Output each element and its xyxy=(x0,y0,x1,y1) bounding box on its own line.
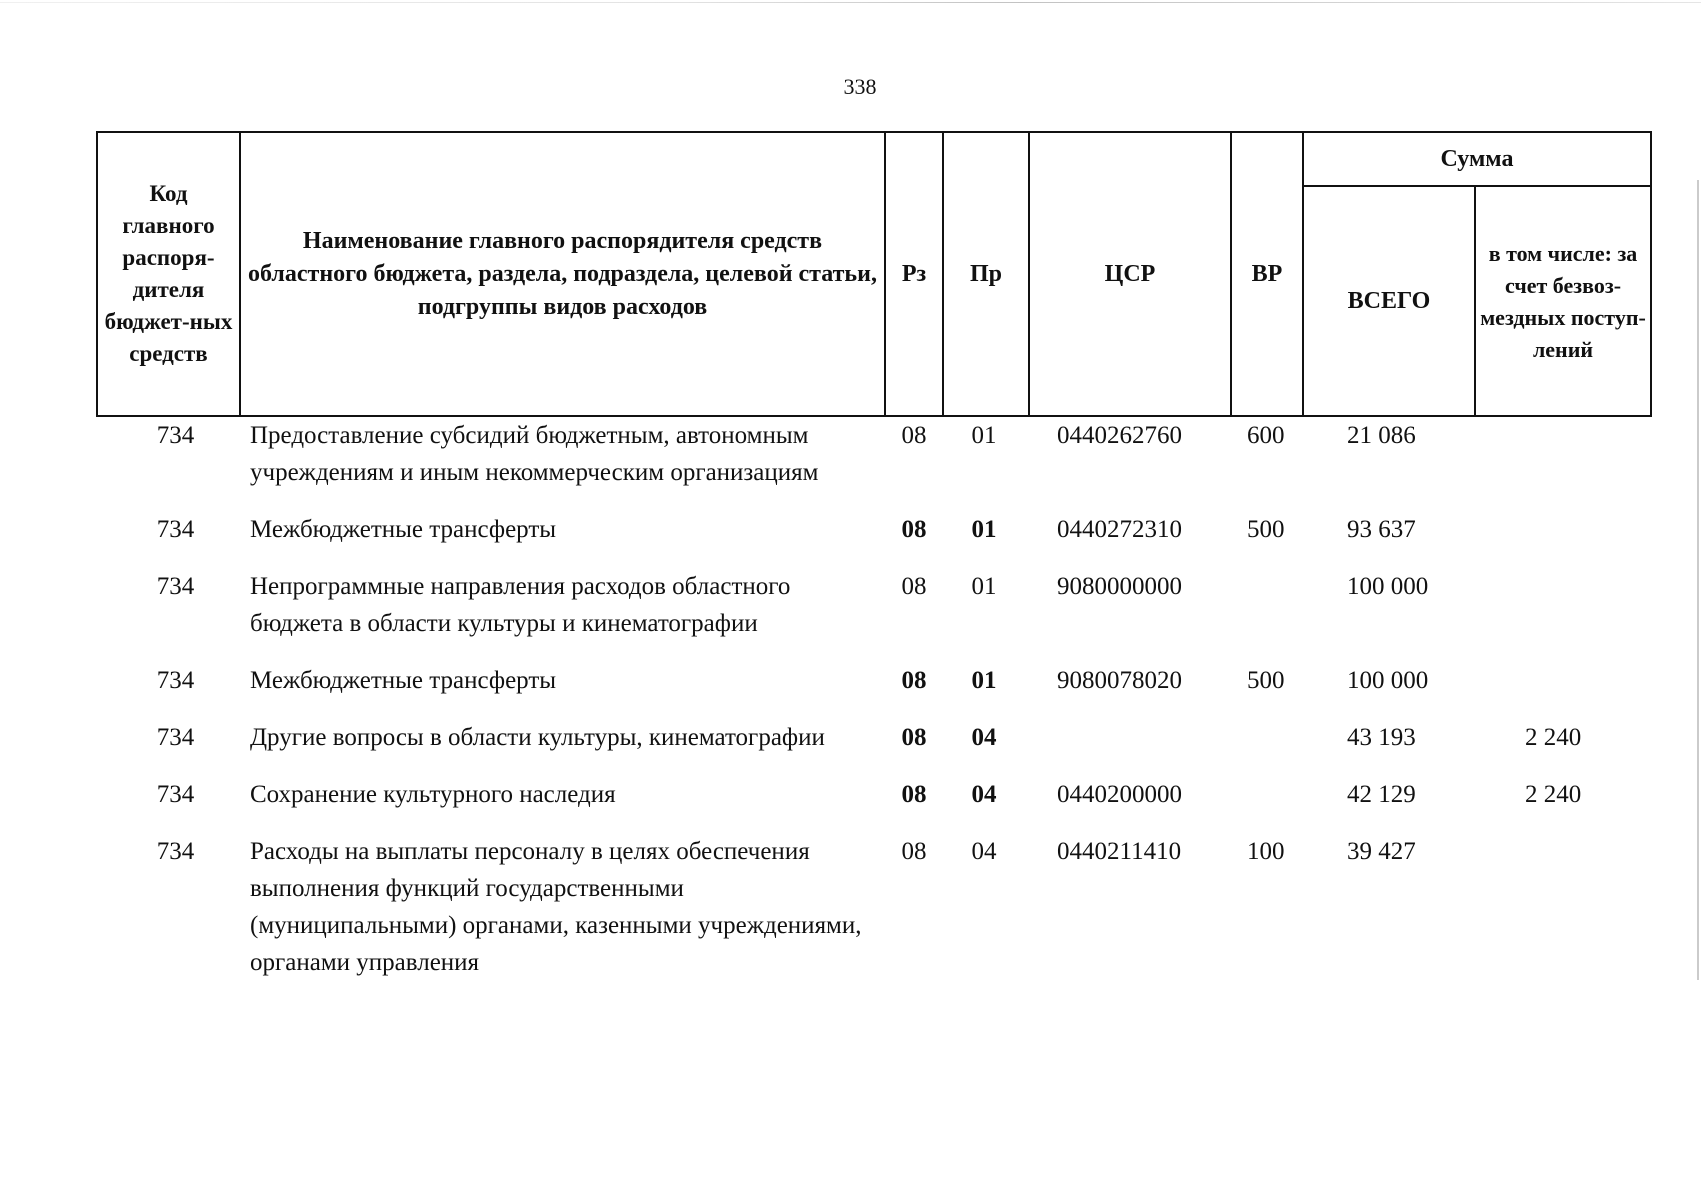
cell-pr: 01 xyxy=(971,422,997,449)
cell-code: 734 xyxy=(156,781,195,808)
cell-free xyxy=(1475,660,1651,717)
cell-vr: 600 xyxy=(1247,422,1285,449)
cell-free xyxy=(1475,416,1651,509)
header-total: ВСЕГО xyxy=(1303,186,1475,416)
cell-vr: 100 xyxy=(1247,838,1285,865)
scan-right-edge xyxy=(1697,180,1699,980)
table-header xyxy=(97,132,1651,416)
cell-vr xyxy=(1231,566,1303,660)
cell-total: 100 000 xyxy=(1347,667,1429,694)
cell-code: 734 xyxy=(156,573,195,600)
header-free: в том числе: за счет безвоз-мездных поступ-лений xyxy=(1475,186,1651,416)
cell-code: 734 xyxy=(156,724,195,751)
cell-total: 42 129 xyxy=(1347,781,1416,808)
cell-free xyxy=(1475,509,1651,566)
cell-pr: 04 xyxy=(971,781,997,808)
cell-vr xyxy=(1231,774,1303,831)
cell-vr: 500 xyxy=(1247,667,1285,694)
cell-total: 21 086 xyxy=(1347,422,1416,449)
cell-name: Межбюджетные трансферты xyxy=(250,667,557,694)
header-rz: Рз xyxy=(885,132,943,416)
cell-csr: 0440200000 xyxy=(1057,781,1182,808)
table-row xyxy=(97,717,1651,774)
cell-rz: 08 xyxy=(901,516,927,543)
cell-vr xyxy=(1231,717,1303,774)
cell-code: 734 xyxy=(156,667,195,694)
table-row xyxy=(97,831,1651,999)
cell-rz: 08 xyxy=(901,724,927,751)
header-csr: ЦСР xyxy=(1029,132,1231,416)
cell-name: Другие вопросы в области культуры, кинематографии xyxy=(250,724,825,751)
cell-name: Предоставление субсидий бюджетным, автономным учреждениям и иным некоммерческим организациям xyxy=(250,422,819,486)
cell-total: 43 193 xyxy=(1347,724,1416,751)
cell-name: Непрограммные направления расходов областного бюджета в области культуры и кинематографии xyxy=(250,573,791,637)
table-row xyxy=(97,509,1651,566)
cell-pr: 01 xyxy=(971,573,997,600)
cell-free: 2 240 xyxy=(1525,781,1582,808)
cell-csr: 0440272310 xyxy=(1057,516,1182,543)
cell-total: 39 427 xyxy=(1347,838,1416,865)
cell-csr xyxy=(1029,717,1231,774)
cell-pr: 01 xyxy=(971,516,997,543)
cell-rz: 08 xyxy=(901,667,927,694)
cell-vr: 500 xyxy=(1247,516,1285,543)
table-row xyxy=(97,416,1651,509)
header-name: Наименование главного распорядителя средств областного бюджета, раздела, подраздела, целевой статьи, подгруппы видов расходов xyxy=(240,132,885,416)
header-vr: ВР xyxy=(1231,132,1303,416)
scan-top-edge xyxy=(0,2,1701,3)
page-number: 338 xyxy=(843,74,877,99)
cell-free xyxy=(1475,831,1651,999)
cell-code: 734 xyxy=(156,838,195,865)
header-pr: Пр xyxy=(943,132,1029,416)
table-row xyxy=(97,774,1651,831)
cell-pr: 04 xyxy=(971,838,997,865)
table-row xyxy=(97,660,1651,717)
cell-pr: 01 xyxy=(971,667,997,694)
cell-rz: 08 xyxy=(901,422,927,449)
cell-code: 734 xyxy=(156,422,195,449)
cell-csr: 0440262760 xyxy=(1057,422,1182,449)
cell-name: Сохранение культурного наследия xyxy=(250,781,616,808)
cell-free xyxy=(1475,566,1651,660)
cell-csr: 9080078020 xyxy=(1057,667,1182,694)
cell-rz: 08 xyxy=(901,838,927,865)
cell-csr: 9080000000 xyxy=(1057,573,1182,600)
table-body xyxy=(97,416,1651,999)
cell-pr: 04 xyxy=(971,724,997,751)
cell-code: 734 xyxy=(156,516,195,543)
budget-table xyxy=(96,131,1652,999)
cell-name: Межбюджетные трансферты xyxy=(250,516,557,543)
table-row xyxy=(97,566,1651,660)
header-code: Код главного распоря-дителя бюджет-ных средств xyxy=(97,132,240,416)
cell-rz: 08 xyxy=(901,573,927,600)
cell-total: 93 637 xyxy=(1347,516,1416,543)
cell-total: 100 000 xyxy=(1347,573,1429,600)
cell-csr: 0440211410 xyxy=(1057,838,1182,865)
header-sum: Сумма xyxy=(1303,132,1651,186)
cell-rz: 08 xyxy=(901,781,927,808)
cell-free: 2 240 xyxy=(1525,724,1582,751)
cell-name: Расходы на выплаты персоналу в целях обеспечения выполнения функций государственными (муниципальными) органами, казенными учреждениями, органами управления xyxy=(250,838,862,976)
